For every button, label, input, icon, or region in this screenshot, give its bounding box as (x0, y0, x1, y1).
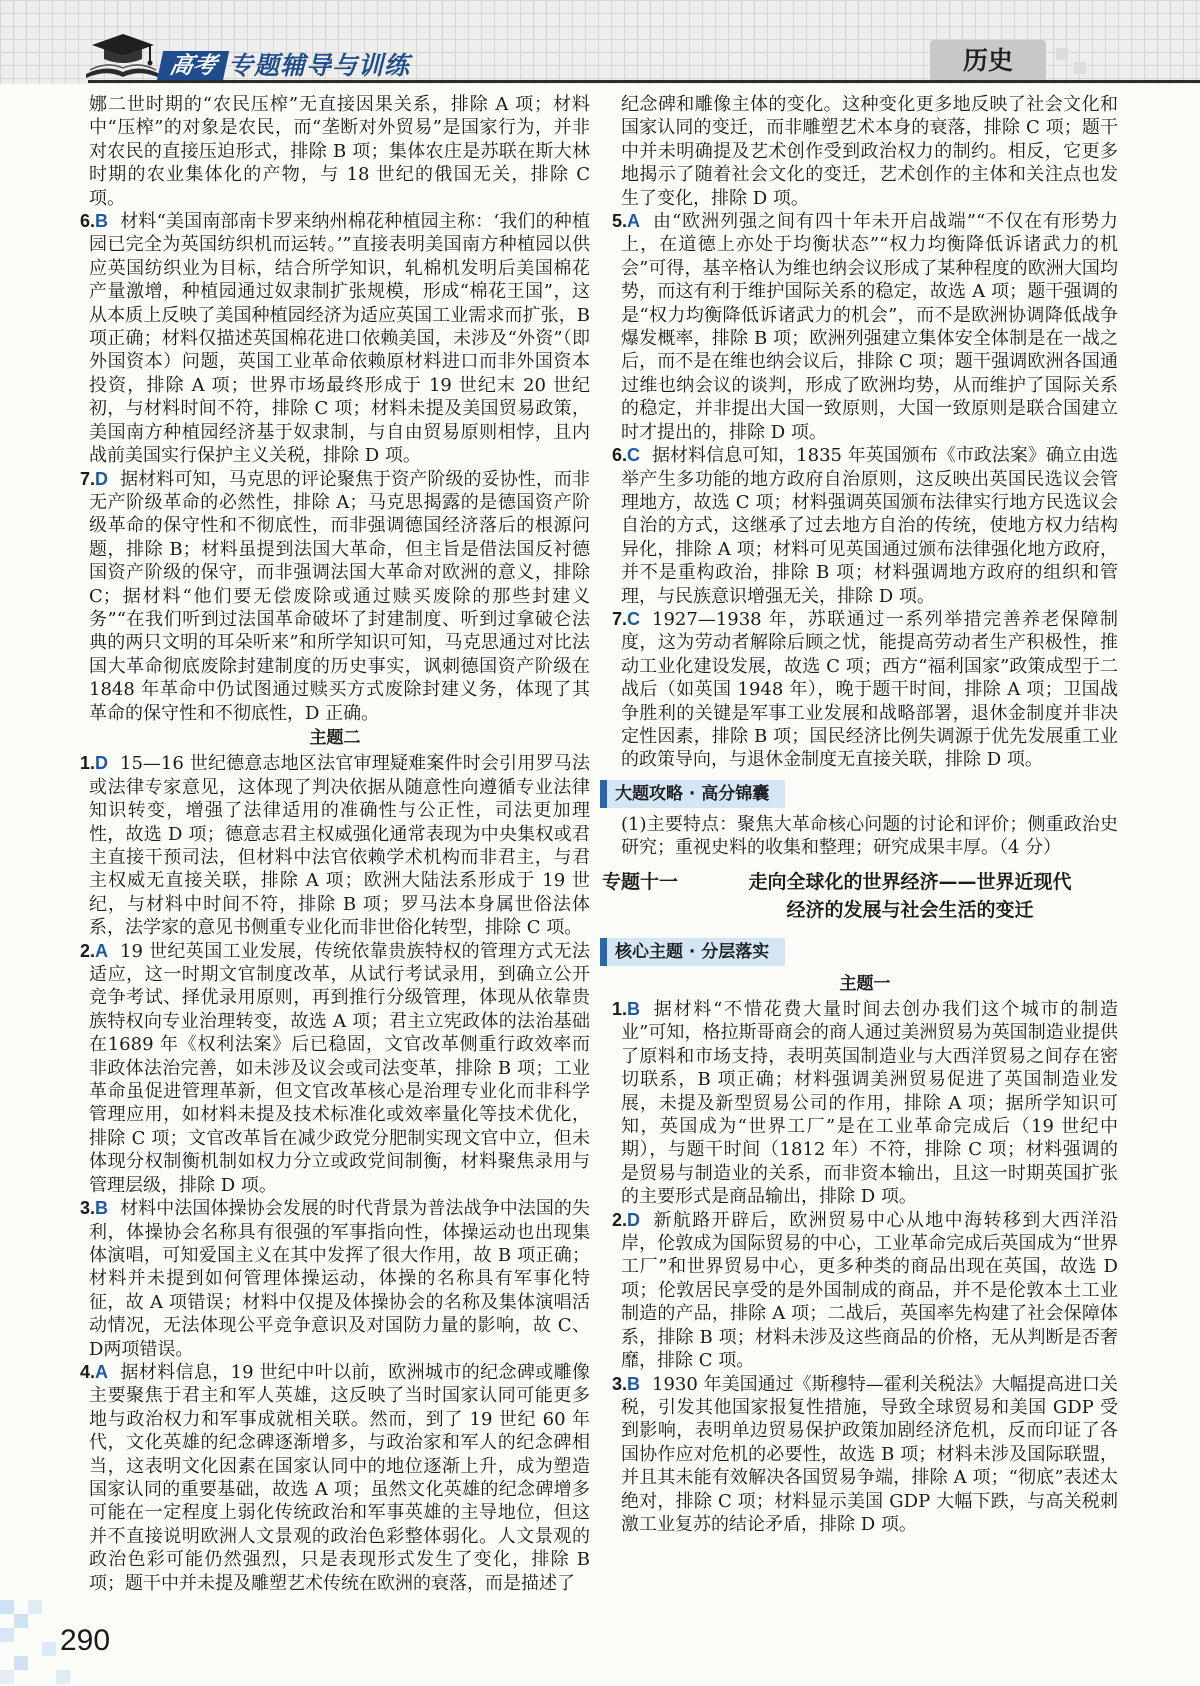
right-column (602, 93, 1118, 1623)
question-number: 6. (80, 211, 96, 232)
page-header (0, 0, 1200, 84)
answer-letter: C (627, 445, 641, 466)
header-deco-square (1056, 48, 1068, 60)
answer-list (612, 998, 1118, 1536)
explanation-text: 由“欧洲列强之间有四十年未开启战端”“不仅在有形势力上，在道德上亦处于均衡状态”“权力均衡降低诉诸武力的机会”可得，基辛格认为维也纳会议形成了某种程度的欧洲大国均势，而这有利于维护国际关系的稳定，故选 A 项；题干强调的是“权力均衡降低诉诸武力的机会”，而不是欧洲协调降低战争爆发概率，排除 B 项；欧洲列强建立集体安全体制是在一战之后，而不是在维也纳会议后，排除 C 项；题干强调欧洲各国通过维也纳会议的谈判，形成了欧洲均势，从而维护了国际关系的稳定，并非提出大国一致原则，大国一致原则是联合国建立时才提出的，排除 D 项。 (621, 211, 1118, 443)
explanation-text: 材料“美国南部南卡罗来纳州棉花种植园主称：‘我们的种植园已完全为英国纺织机而运转。’”直接表明美国南方种植园以供应英国纺织业为目标，结合所学知识，轧棉机发明后美国棉花产量激增，种植园通过奴隶制扩张规模，形成“棉花王国”，这从本质上反映了美国种植园经济为适应英国工业需求而扩张，B 项正确；材料仅描述英国棉花进口依赖美国，未涉及“外资”（即外国资本）问题，英国工业革命依赖原材料进口而非外国资本投资，排除 A 项；世界市场最终形成于 19 世纪末 20 世纪初，与材料时间不符，排除 C 项；材料未提及美国贸易政策，美国南方种植园经济基于奴隶制，与自由贸易原则相悖，且内战前美国实行保护主义关税，排除 D 项。 (89, 211, 590, 467)
answer-item (612, 1373, 1118, 1537)
answer-letter: B (627, 1373, 641, 1394)
answer-item (80, 468, 590, 725)
chapter-title-line: 走向全球化的世界经济——世界近现代 (748, 870, 1072, 893)
left-column (80, 93, 590, 1623)
answer-item (612, 1209, 1118, 1373)
answer-letter: B (627, 999, 641, 1019)
footer-deco-square (28, 1600, 42, 1614)
footer-deco-square (0, 1628, 14, 1642)
chapter-number: 专题十一 (602, 870, 679, 893)
question-number: 1. (612, 999, 628, 1019)
explanation-text: 1930 年美国通过《斯穆特—霍利关税法》大幅提高进口关税，引发其他国家报复性措施，导致全球贸易和美国 GDP 受到影响，表明单边贸易保护政策加剧经济危机，反而印证了各国协作应对危机的必要性，故选 B 项；材料未涉及国际联盟，并且其未能有效解决各国贸易争端，排除 A 项；“彻底”表述太绝对，排除 C 项；材料显示美国 GDP 大幅下跌，与高关税刺激工业复苏的结论矛盾，排除 D 项。 (621, 1373, 1118, 1535)
question-number: 3. (612, 1373, 628, 1394)
explanation-text: 据材料“不惜花费大量时间去创办我们这个城市的制造业”可知，格拉斯哥商会的商人通过美洲贸易为英国制造业提供了原料和市场支持，表明英国制造业与大西洋贸易之间存在密切联系，B 项正确；材料强调美洲贸易促进了英国制造业发展，未提及新型贸易公司的作用，排除 A 项；据所学知识可知，英国成为“世界工厂”是在工业革命完成后（19 世纪中期），与题干时间（1812 年）不符，排除 C 项；材料强调的是贸易与制造业的关系，而非资本输出，且这一时期英国扩张的主要形式是商品输出，排除 D 项。 (621, 999, 1118, 1208)
explanation-text: 据材料信息，19 世纪中叶以前，欧洲城市的纪念碑或雕像主要聚焦于君主和军人英雄，这反映了当时国家认同可能更多地与政治权力和军事成就相关联。然而，到了 19 世纪 60 年代，文化英雄的纪念碑逐渐增多，与政治家和军人的纪念碑相当，这表明文化因素在国家认同中的地位逐渐上升，成为塑造国家认同的重要基础，故选 A 项；虽然文化英雄的纪念碑增多可能在一定程度上弱化传统政治和军事英雄的主导地位，但这并不直接说明欧洲人文景观的政治色彩整体弱化。人文景观的政治色彩可能仍然强烈，只是表现形式发生了变化，排除 B 项；题干中并未提及雕塑艺术传统在欧洲的衰落，而是描述了 (89, 1361, 590, 1594)
answer-item (612, 998, 1118, 1209)
book-title-prefix: 高考 (157, 51, 229, 81)
answer-item (80, 752, 590, 939)
section-bar: 核心主题 · 分层落实 (600, 938, 785, 966)
header-deco-square (1074, 62, 1086, 74)
graduation-cap-book-icon (80, 28, 166, 82)
answer-item (80, 1361, 590, 1595)
answer-item (612, 444, 1118, 608)
footer-deco-square (56, 1670, 70, 1684)
question-number: 7. (612, 608, 628, 629)
footer-deco-square (14, 1614, 28, 1628)
footer-deco-square (42, 1642, 56, 1656)
question-number: 1. (80, 753, 96, 774)
answer-list (80, 752, 590, 1595)
question-number: 4. (80, 1361, 96, 1382)
question-number: 3. (80, 1198, 96, 1219)
explanation-text: 据材料信息可知，1835 年英国颁布《市政法案》确立由选举产生多功能的地方政府自治原则，这反映出英国民选议会管理地方，故选 C 项；材料强调英国颁布法律实行地方民选议会自治的方式，这继承了过去地方自治的传统，使地方权力结构异化，排除 A 项；材料可见英国通过颁布法律强化地方政府，并不是重构政治，排除 B 项；材料强调地方政府的组织和管理，与民族意识增强无关，排除 D 项。 (621, 445, 1118, 607)
answer-letter: A (95, 1361, 109, 1382)
question-number: 2. (612, 1209, 628, 1230)
answer-letter: A (95, 940, 109, 961)
chapter-title-line: 经济的发展与社会生活的变迁 (786, 898, 1034, 921)
continuation-text: 娜二世时期的“农民压榨”无直接因果关系，排除 A 项；材料中“压榨”的对象是农民，而“垄断对外贸易”是国家行为，并非对农民的直接压迫形式，排除 B 项；集体农庄是苏联在斯大林时期的农业集体化的产物，与 18 世纪的俄国无关，排除 C 项。 (89, 94, 590, 209)
question-number: 2. (80, 940, 96, 961)
answer-letter: C (627, 608, 641, 629)
answer-item (80, 210, 590, 467)
explanation-text: 据材料可知，马克思的评论聚焦于资产阶级的妥协性，而非无产阶级革命的必然性，排除 A；马克思揭露的是德国资产阶级革命的保守性和不彻底性，而非强调德国经济落后的根源问题，排除 B；材料虽提到法国大革命，但主旨是借法国反衬德国资产阶级的保守，而非强调法国大革命对欧洲的意义，排除 C；据材料“他们要无偿废除或通过赎买废除的那些封建义务”“在我们听到过法国革命破坏了封建制度、听到过拿破仑法典的两只文明的耳朵听来”和所学知识可知，马克思通过对比法国大革命彻底废除封建制度的历史事实，讽刺德国资产阶级在1848 年革命中仍试图通过赎买方式废除封建义务，体现了其革命的保守性和不彻底性，D 正确。 (89, 468, 590, 724)
answer-letter: B (95, 1198, 109, 1219)
answer-item (612, 608, 1118, 772)
footer-deco-square (14, 1656, 28, 1670)
book-title: 专题辅导与训练 (228, 51, 411, 80)
explanation-text: 19 世纪英国工业发展，传统依靠贵族特权的管理方式无法适应，这一时期文官制度改革，从试行考试录用，到确立公开竞争考试、择优录用原则，再到推行分级管理，体现从依靠贵族特权向专业治理转变，故选 A 项；君主立宪政体的法治基础在1689 年《权利法案》后已稳固，文官改革侧重行政效率而非政体法治完善，如未涉及议会或司法变革，排除 B 项；工业革命虽促进管理革新，但文官改革核心是治理专业化而非科学管理应用，如材料未提及技术标准化或效率量化等技术优化，排除 C 项；文官改革旨在减少政党分肥制实现文官中立，但未体现分权制衡机制如权力分立或政党间制衡，材料聚焦录用与管理层级，排除 D 项。 (89, 940, 590, 1196)
answer-item (80, 1197, 590, 1361)
header-divider (88, 80, 1200, 83)
answer-item (80, 940, 590, 1197)
question-number: 6. (612, 445, 628, 466)
explanation-text: 15—16 世纪德意志地区法官审理疑难案件时会引用罗马法或法律专家意见，这体现了判决依据从随意性向遵循专业法律知识转变，增强了法律适用的准确性与公正性，司法更加理性，故选 D 项；德意志君主权威强化通常表现为中央集权或君主直接干预司法，但材料中法官依赖学术机构而非君主，与君主权威无直接关联，排除 A 项；欧洲大陆法系形成于 19 世纪，与材料中时间不符，排除 B 项；罗马法本身属世俗法体系，法学家的意见书侧重专业化而非世俗化转型，排除 C 项。 (89, 753, 590, 939)
question-number: 7. (80, 468, 96, 489)
footer-deco-square (0, 1670, 14, 1684)
answer-list (80, 210, 590, 725)
question-number: 5. (612, 211, 628, 232)
answer-letter: D (627, 1209, 641, 1230)
explanation-text: 材料中法国体操协会发展的时代背景为普法战争中法国的失利，体操协会名称具有很强的军事指向性，体操运动也出现集体演唱，可知爱国主义在其中发挥了很大作用，故 B 项正确；材料并未提到如何管理体操运动，体操的名称具有军事化特征，故 A 项错误；材料中仅提及体操协会的名称及集体演唱活动情况，无法体现公平竞争意识及对国防力量的影响，故 C、D两项错误。 (89, 1198, 590, 1360)
theme-title: 主题一 (839, 973, 891, 994)
explanation-text: 1927—1938 年，苏联通过一系列举措完善养老保障制度，这为劳动者解除后顾之忧，能提高劳动者生产积极性，推动工业化建设发展，故选 C 项；西方“福利国家”政策成型于二战后（如英国 1948 年），晚于题干时间，排除 A 项；卫国战争胜利的关键是军事工业发展和战略部署，退休金制度并非决定性因素，排除 B 项；国民经济比例失调源于优先发展重工业的政策导向，与退休金制度无直接关联，排除 D 项。 (621, 608, 1118, 771)
subject-tab: 历史 (930, 40, 1046, 81)
explanation-text: 新航路开辟后，欧洲贸易中心从地中海转移到大西洋沿岸，伦敦成为国际贸易的中心，工业革命完成后英国成为“世界工厂”和世界贸易中心，更多种类的商品出现在英国，故选 D 项；伦敦居民享受的是外国制成的商品，并不是伦敦本土工业制造的产品，排除 A 项；二战后，英国率先构建了社会保障体系，排除 B 项；材料未涉及这些商品的价格，无从判断是否奢靡，排除 C 项。 (621, 1209, 1118, 1372)
answer-letter: A (627, 211, 641, 232)
chapter-heading (602, 868, 1118, 924)
answer-item (612, 210, 1118, 444)
answer-letter: B (95, 211, 109, 232)
answer-list (612, 210, 1118, 772)
footer-deco-square (0, 1600, 14, 1614)
answer-letter: D (95, 753, 109, 774)
continuation-text: 纪念碑和雕像主体的变化。这种变化更多地反映了社会文化和国家认同的变迁，而非雕塑艺术本身的衰落，排除 C 项；题干中并未明确提及艺术创作受到政治权力的制约。相反，它更多地揭示了随着社会文化的变迁，艺术创作的主体和关注点也发生了变化，排除 D 项。 (621, 94, 1118, 209)
theme-title: 主题二 (309, 727, 361, 748)
page-number: 290 (60, 1624, 111, 1657)
section-answer-text: (1)主要特点：聚焦大革命核心问题的讨论和评价；侧重政治史研究；重视史料的收集和整理；研究成果丰厚。（4 分） (621, 813, 1118, 859)
answer-letter: D (95, 468, 109, 489)
section-bar: 大题攻略 · 高分锦囊 (600, 780, 785, 808)
chapter-title (702, 868, 1118, 924)
